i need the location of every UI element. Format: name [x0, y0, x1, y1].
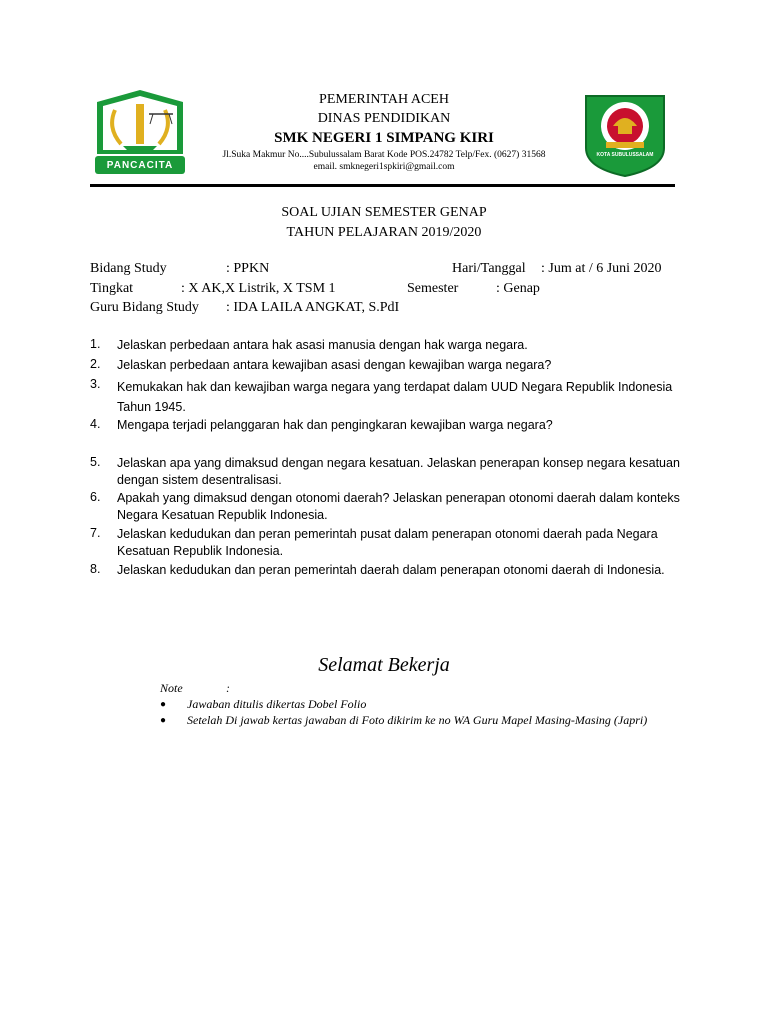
note-item: Setelah Di jawab kertas jawaban di Foto dikirim ke no WA Guru Mapel Masing-Masing (Japri) [187, 713, 648, 727]
bidang-study-value: : PPKN [226, 261, 270, 276]
note-colon: : [226, 681, 230, 695]
subulussalam-logo [578, 92, 672, 178]
aceh-pancacita-logo [93, 88, 187, 178]
hari-tanggal-label: Hari/Tanggal [452, 261, 526, 276]
question-text: Mengapa terjadi pelanggaran hak dan pengingkaran kewajiban warga negara? [117, 418, 553, 432]
hari-tanggal-value: : Jum at / 6 Juni 2020 [541, 261, 662, 276]
question-number: 4. [90, 417, 101, 431]
question-text: Jelaskan kedudukan dan peran pemerintah daerah dalam penerapan otonomi daerah di Indonesia. [117, 563, 665, 577]
tingkat-label: Tingkat [90, 281, 134, 296]
kop-email: email. smknegeri1spkiri@gmail.com [313, 162, 455, 172]
question-text: Jelaskan perbedaan antara hak asasi manusia dengan hak warga negara. [117, 338, 528, 352]
tingkat-value: : X AK,X Listrik, X TSM 1 [181, 281, 336, 296]
exam-year: TAHUN PELAJARAN 2019/2020 [286, 225, 482, 240]
kop-school-name: SMK NEGERI 1 SIMPANG KIRI [274, 130, 494, 146]
question-text: Jelaskan kedudukan dan peran pemerintah pusat dalam penerapan otonomi daerah pada Negara Kesatuan Republik Indonesia. [117, 527, 658, 558]
bullet-icon: ● [160, 699, 167, 710]
guru-label: Guru Bidang Study [90, 300, 199, 315]
question-text: Apakah yang dimaksud dengan otonomi daerah? Jelaskan penerapan otonomi daerah dalam konteks Negara Kesatuan Republik Indonesia. [117, 491, 680, 522]
exam-title: SOAL UJIAN SEMESTER GENAP [281, 205, 487, 220]
question-number: 8. [90, 562, 101, 576]
kop-government: PEMERINTAH ACEH [319, 92, 449, 107]
closing-greeting: Selamat Bekerja [318, 654, 450, 676]
semester-label: Semester [407, 281, 459, 296]
question-text: Kemukakan hak dan kewajiban warga negara yang terdapat dalam UUD Negara Republik Indonesia Tahun 1945. [117, 380, 673, 414]
question-number: 3. [90, 377, 101, 391]
question-number: 1. [90, 337, 101, 351]
question-number: 2. [90, 357, 101, 371]
question-number: 6. [90, 490, 101, 504]
note-item: Jawaban ditulis dikertas Dobel Folio [187, 697, 367, 711]
guru-value: : IDA LAILA ANGKAT, S.PdI [226, 300, 400, 315]
question-number: 7. [90, 526, 101, 540]
question-text: Jelaskan perbedaan antara kewajiban asasi dengan kewajiban warga negara? [117, 358, 552, 372]
bidang-study-label: Bidang Study [90, 261, 167, 276]
note-label: Note [160, 681, 183, 695]
kop-department: DINAS PENDIDIKAN [317, 111, 451, 126]
question-number: 5. [90, 455, 101, 469]
logo-left-label: PANCACITA [106, 160, 174, 171]
bullet-icon: ● [160, 715, 167, 726]
semester-value: : Genap [496, 281, 540, 296]
logo-right-label: KOTA SUBULUSSALAM [596, 152, 654, 158]
letterhead-divider [90, 184, 675, 187]
kop-address: Jl.Suka Makmur No....Subulussalam Barat Kode POS.24782 Telp/Fex. (0627) 31568 [222, 150, 546, 160]
question-text: Jelaskan apa yang dimaksud dengan negara kesatuan. Jelaskan penerapan konsep negara kesatuan dengan sistem desentralisasi. [117, 456, 680, 487]
